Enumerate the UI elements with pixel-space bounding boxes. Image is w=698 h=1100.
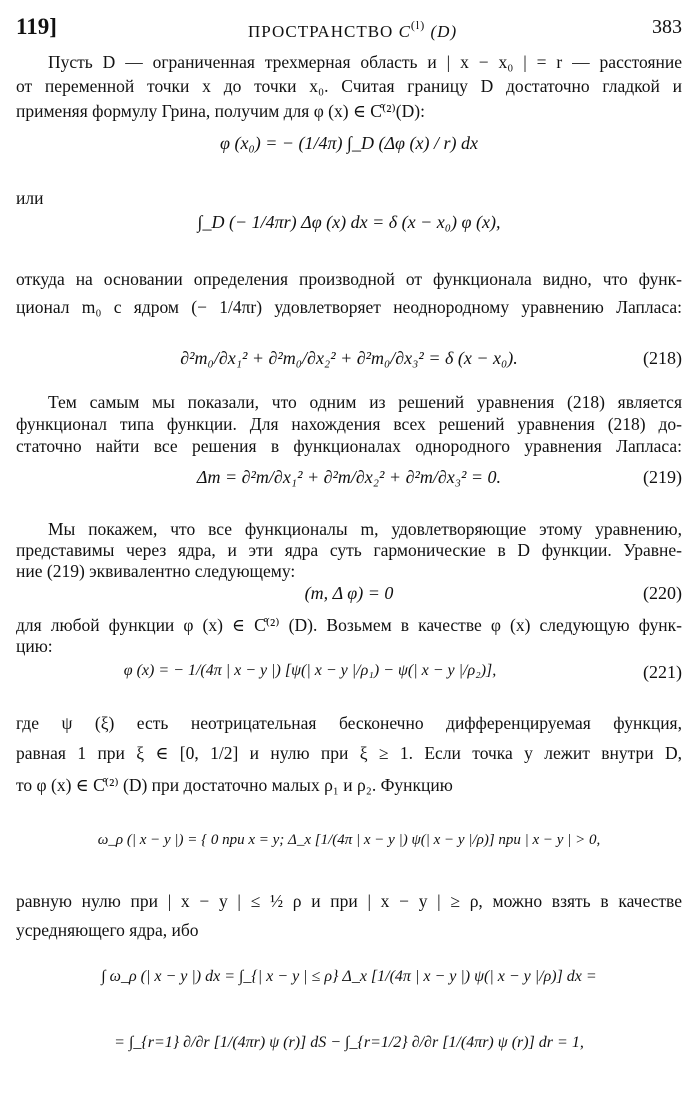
text-line: ционал m₀ с ядром (− 1/4πr) удовлетворяет неоднородному уравнению Лапласа:	[16, 297, 682, 317]
text-line: усредняющего ядра, ибо	[16, 920, 199, 940]
text-line: или	[16, 188, 44, 208]
equation: φ (x) = − 1/(4π | x − y |) [ψ(| x − y |/ρ₁) − ψ(| x − y |/ρ₂)],	[123, 662, 497, 679]
text-line: цию:	[16, 636, 53, 656]
equation: φ (x₀) = − (1/4π) ∫_D (Δφ (x) / r) dx	[220, 133, 478, 153]
equation: ω_ρ (| x − y |) = { 0 при x = y; Δ_x [1/(4π | x − y |) ψ(| x − y |/ρ)] при | x − y | > 0,	[97, 832, 601, 848]
text-line: где ψ (ξ) есть неотрицательная бесконечно дифференцируемая функция,	[16, 713, 682, 733]
equation: ∂²m₀/∂x₁² + ∂²m₀/∂x₂² + ∂²m₀/∂x₃² = δ (x − x₀).	[180, 348, 518, 368]
page-number: 383	[652, 16, 682, 38]
text-line: равную нулю при | x − y | ≤ ½ ρ и при | x − y | ≥ ρ, можно взять в качестве	[16, 891, 682, 911]
equation-number: (220)	[643, 583, 682, 603]
equation: ∫_D (− 1/4πr) Δφ (x) dx = δ (x − x₀) φ (x),	[197, 212, 501, 232]
text-line: применяя формулу Грина, получим для φ (x) ∈ C̊⁽²⁾(D):	[16, 101, 425, 121]
text-line: равная 1 при ξ ∈ [0, 1/2] и нулю при ξ ≥ 1. Если точка y лежит внутри D,	[16, 743, 682, 763]
equation: = ∫_{r=1} ∂/∂r [1/(4πr) ψ (r)] dS − ∫_{r=1/2} ∂/∂r [1/(4πr) ψ (r)] dr = 1,	[114, 1034, 584, 1051]
running-title: ПРОСТРАНСТВО $C^{(l)}$ (D)	[248, 18, 458, 41]
text-line: Пусть D — ограниченная трехмерная область и | x − x₀ | = r — расстояние	[48, 52, 682, 72]
text-line: ние (219) эквивалентно следующему:	[16, 561, 296, 581]
text-line: функционал типа функции. Для нахождения всех решений уравнения (218) до-	[16, 414, 682, 434]
text-line: для любой функции φ (x) ∈ C̊⁽²⁾ (D). Возьмем в качестве φ (x) следующую функ-	[16, 615, 682, 635]
equation-number: (219)	[643, 467, 682, 487]
equation: Δm = ∂²m/∂x₁² + ∂²m/∂x₂² + ∂²m/∂x₃² = 0.	[196, 467, 502, 487]
equation-number: (221)	[643, 662, 682, 682]
text-line: от переменной точки x до точки x₀. Считая границу D достаточно гладкой и	[16, 76, 682, 96]
equation-number: (218)	[643, 348, 682, 368]
text-line: откуда на основании определения производной от функционала видно, что функ-	[16, 269, 682, 289]
equation: ∫ ω_ρ (| x − y |) dx = ∫_{| x − y | ≤ ρ} Δ_x [1/(4π | x − y |) ψ(| x − y |/ρ)] dx =	[101, 968, 597, 985]
text-line: то φ (x) ∈ C̊⁽²⁾ (D) при достаточно малых ρ₁ и ρ₂. Функцию	[16, 775, 453, 795]
text-line: Тем самым мы показали, что одним из решений уравнения (218) является	[48, 392, 682, 412]
section-number: 119]	[16, 14, 57, 39]
equation: (m, Δ φ) = 0	[304, 583, 394, 603]
text-line: представимы через ядра, и эти ядра суть гармонические в D функции. Уравне-	[16, 540, 682, 560]
text-line: Мы покажем, что все функционалы m, удовлетворяющие этому уравнению,	[48, 519, 682, 539]
text-line: статочно найти все решения в функционалах однородного уравнения Лапласа:	[16, 436, 682, 456]
